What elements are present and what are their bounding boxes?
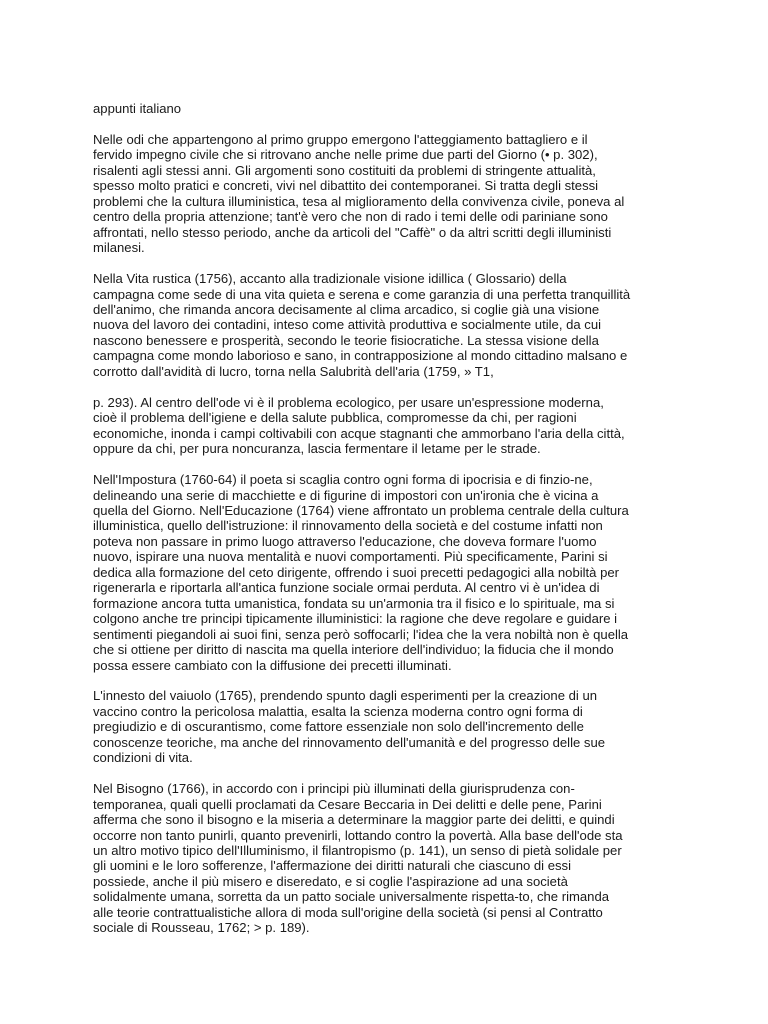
paragraph-line: nuovo, ispirare una nuova mentalità e nuovi comportamenti. Più specificamente, Parini si (93, 549, 608, 565)
paragraph-line: L'innesto del vaiuolo (1765), prendendo spunto dagli esperimenti per la creazione di un (93, 688, 598, 704)
paragraph (93, 271, 683, 379)
paragraph-line: conoscenze teoriche, ma anche del rinnovamento dell'umanità e del progresso delle sue (93, 734, 606, 750)
paragraph-line: occorre non tanto punirli, quanto prevenirli, lottando contro la povertà. Alla base dell'ode sta (93, 827, 623, 843)
paragraph-line: rigenerarla e riportarla all'antica funzione sociale ormai perduta. Al centro vi è un'idea di (93, 580, 600, 596)
paragraph-line: risalenti agli stessi anni. Gli argomenti sono costituiti da problemi di stringente attualità, (93, 162, 596, 178)
paragraph-line: Nell'Impostura (1760-64) il poeta si scaglia contro ogni forma di ipocrisia e di finzio-ne, (93, 472, 593, 488)
paragraph-line: un altro motivo tipico dell'Illuminismo, il filantropismo (p. 141), un senso di pietà solidale per (93, 843, 622, 859)
paragraph-line: sentimenti piegandoli ai suoi fini, senza però soffocarli; l'idea che la vera nobiltà non è quella (93, 626, 629, 642)
paragraph-line: Nella Vita rustica (1756), accanto alla tradizionale visione idillica ( Glossario) della (93, 271, 567, 287)
paragraph-line: possa essere cambiato con la diffusione dei precetti illuminati. (93, 657, 452, 673)
paragraph-line: economiche, inonda i campi coltivabili con acque stagnanti che ammorbano l'aria della città, (93, 425, 625, 441)
paragraph (93, 472, 683, 673)
paragraph-line: affrontati, nello stesso periodo, anche da articoli del "Caffè" o da altri scritti degli illuministi (93, 224, 612, 240)
paragraph (93, 132, 683, 256)
paragraph-line: centro della propria attenzione; tant'è vero che non di rado i temi delle odi pariniane sono (93, 209, 608, 225)
paragraph-line: p. 293). Al centro dell'ode vi è il problema ecologico, per usare un'espressione moderna, (93, 394, 604, 410)
paragraph-line: problemi che la cultura illuministica, tesa al miglioramento della convivenza civile, poneva al (93, 193, 625, 209)
paragraph-line: alle teorie contrattualistiche allora di moda sull'origine della società (si pensi al Contratto (93, 904, 603, 920)
paragraph-line: Nelle odi che appartengono al primo gruppo emergono l'atteggiamento battagliero e il (93, 131, 588, 147)
paragraph-line: spesso molto pratici e concreti, vivi nel dibattito dei contemporanei. Si tratta degli stessi (93, 178, 599, 194)
paragraph-line: condizioni di vita. (93, 750, 193, 766)
paragraph (93, 688, 683, 765)
paragraph-line: formazione ancora tutta umanistica, fondata su un'armonia tra il fisico e lo spirituale, ma si (93, 595, 615, 611)
paragraph-line: temporanea, quali quelli proclamati da Cesare Beccaria in Dei delitti e delle pene, Parini (93, 796, 602, 812)
paragraph-line: corrotto dall'avidità di lucro, torna nella Salubrità dell'aria (1759, » T1, (93, 363, 494, 379)
document-title: appunti italiano (93, 101, 182, 116)
paragraph-line: oppure da chi, per pura noncuranza, lascia fermentare il letame per le strade. (93, 441, 541, 457)
paragraph-line: quella del Giorno. Nell'Educazione (1764) viene affrontato un problema centrale della cultura (93, 502, 629, 518)
paragraph (93, 395, 683, 457)
paragraph-line: campagna come sede di una vita quieta e serena e come garanzia di una perfetta tranquillità (93, 286, 631, 302)
paragraph-list (93, 132, 683, 936)
paragraph-line: nascono benessere e prosperità, secondo le teorie fisiocratiche. La stessa visione della (93, 332, 599, 348)
paragraph-line: possiede, anche il più misero e diseredato, e si coglie l'aspirazione ad una società (93, 873, 568, 889)
paragraph-line: gli uomini e le loro sofferenze, l'affermazione dei diritti naturali che ciascuno di essi (93, 858, 572, 874)
paragraph-line: afferma che sono il bisogno e la miseria a determinare la maggior parte dei delitti, e quindi (93, 812, 615, 828)
paragraph-line: solidalmente umana, sorretta da un patto sociale universalmente rispetta-to, che rimanda (93, 889, 610, 905)
paragraph-line: milanesi. (93, 240, 145, 256)
paragraph-line: sociale di Rousseau, 1762; > p. 189). (93, 920, 310, 936)
paragraph-line: pregiudizio e di oscurantismo, come fattore essenziale non solo dell'incremento delle (93, 719, 584, 735)
paragraph-line: dell'animo, che rimanda ancora decisamente al clima arcadico, si coglie già una visione (93, 301, 600, 317)
paragraph (93, 781, 683, 936)
paragraph-line: dedica alla formazione del ceto dirigente, offrendo i suoi precetti pedagogici alla nobiltà per (93, 564, 620, 580)
paragraph-line: vaccino contro la pericolosa malattia, esalta la scienza moderna contro ogni forma di (93, 703, 583, 719)
paragraph-line: fervido impegno civile che si ritrovano anche nelle prime due parti del Giorno (• p. 302), (93, 147, 598, 163)
paragraph-line: illuministica, quello dell'istruzione: il rinnovamento della società e del costume infatti non (93, 518, 603, 534)
paragraph-line: poteva non passare in primo luogo attraverso l'educazione, che doveva formare l'uomo (93, 533, 597, 549)
paragraph-line: nuova del lavoro dei contadini, inteso come attività produttiva e socialmente utile, da cui (93, 317, 602, 333)
paragraph-line: colgono anche tre principi tipicamente illuministici: la ragione che deve regolare e guidare i (93, 611, 618, 627)
paragraph-line: Nel Bisogno (1766), in accordo con i principi più illuminati della giurisprudenza con- (93, 781, 575, 797)
document-page (93, 101, 683, 951)
paragraph-line: delineando una serie di macchiette e di figurine di impostori con un'ironia che è vicina a (93, 487, 599, 503)
paragraph-line: campagna come mondo laborioso e sano, in contrapposizione al mondo cittadino malsano e (93, 348, 628, 364)
paragraph-line: che si ottiene per diritto di nascita ma quella interiore dell'individuo; la fiducia che il mondo (93, 642, 614, 658)
paragraph-line: cioè il problema dell'igiene e della salute pubblica, compromesse da chi, per ragioni (93, 410, 577, 426)
